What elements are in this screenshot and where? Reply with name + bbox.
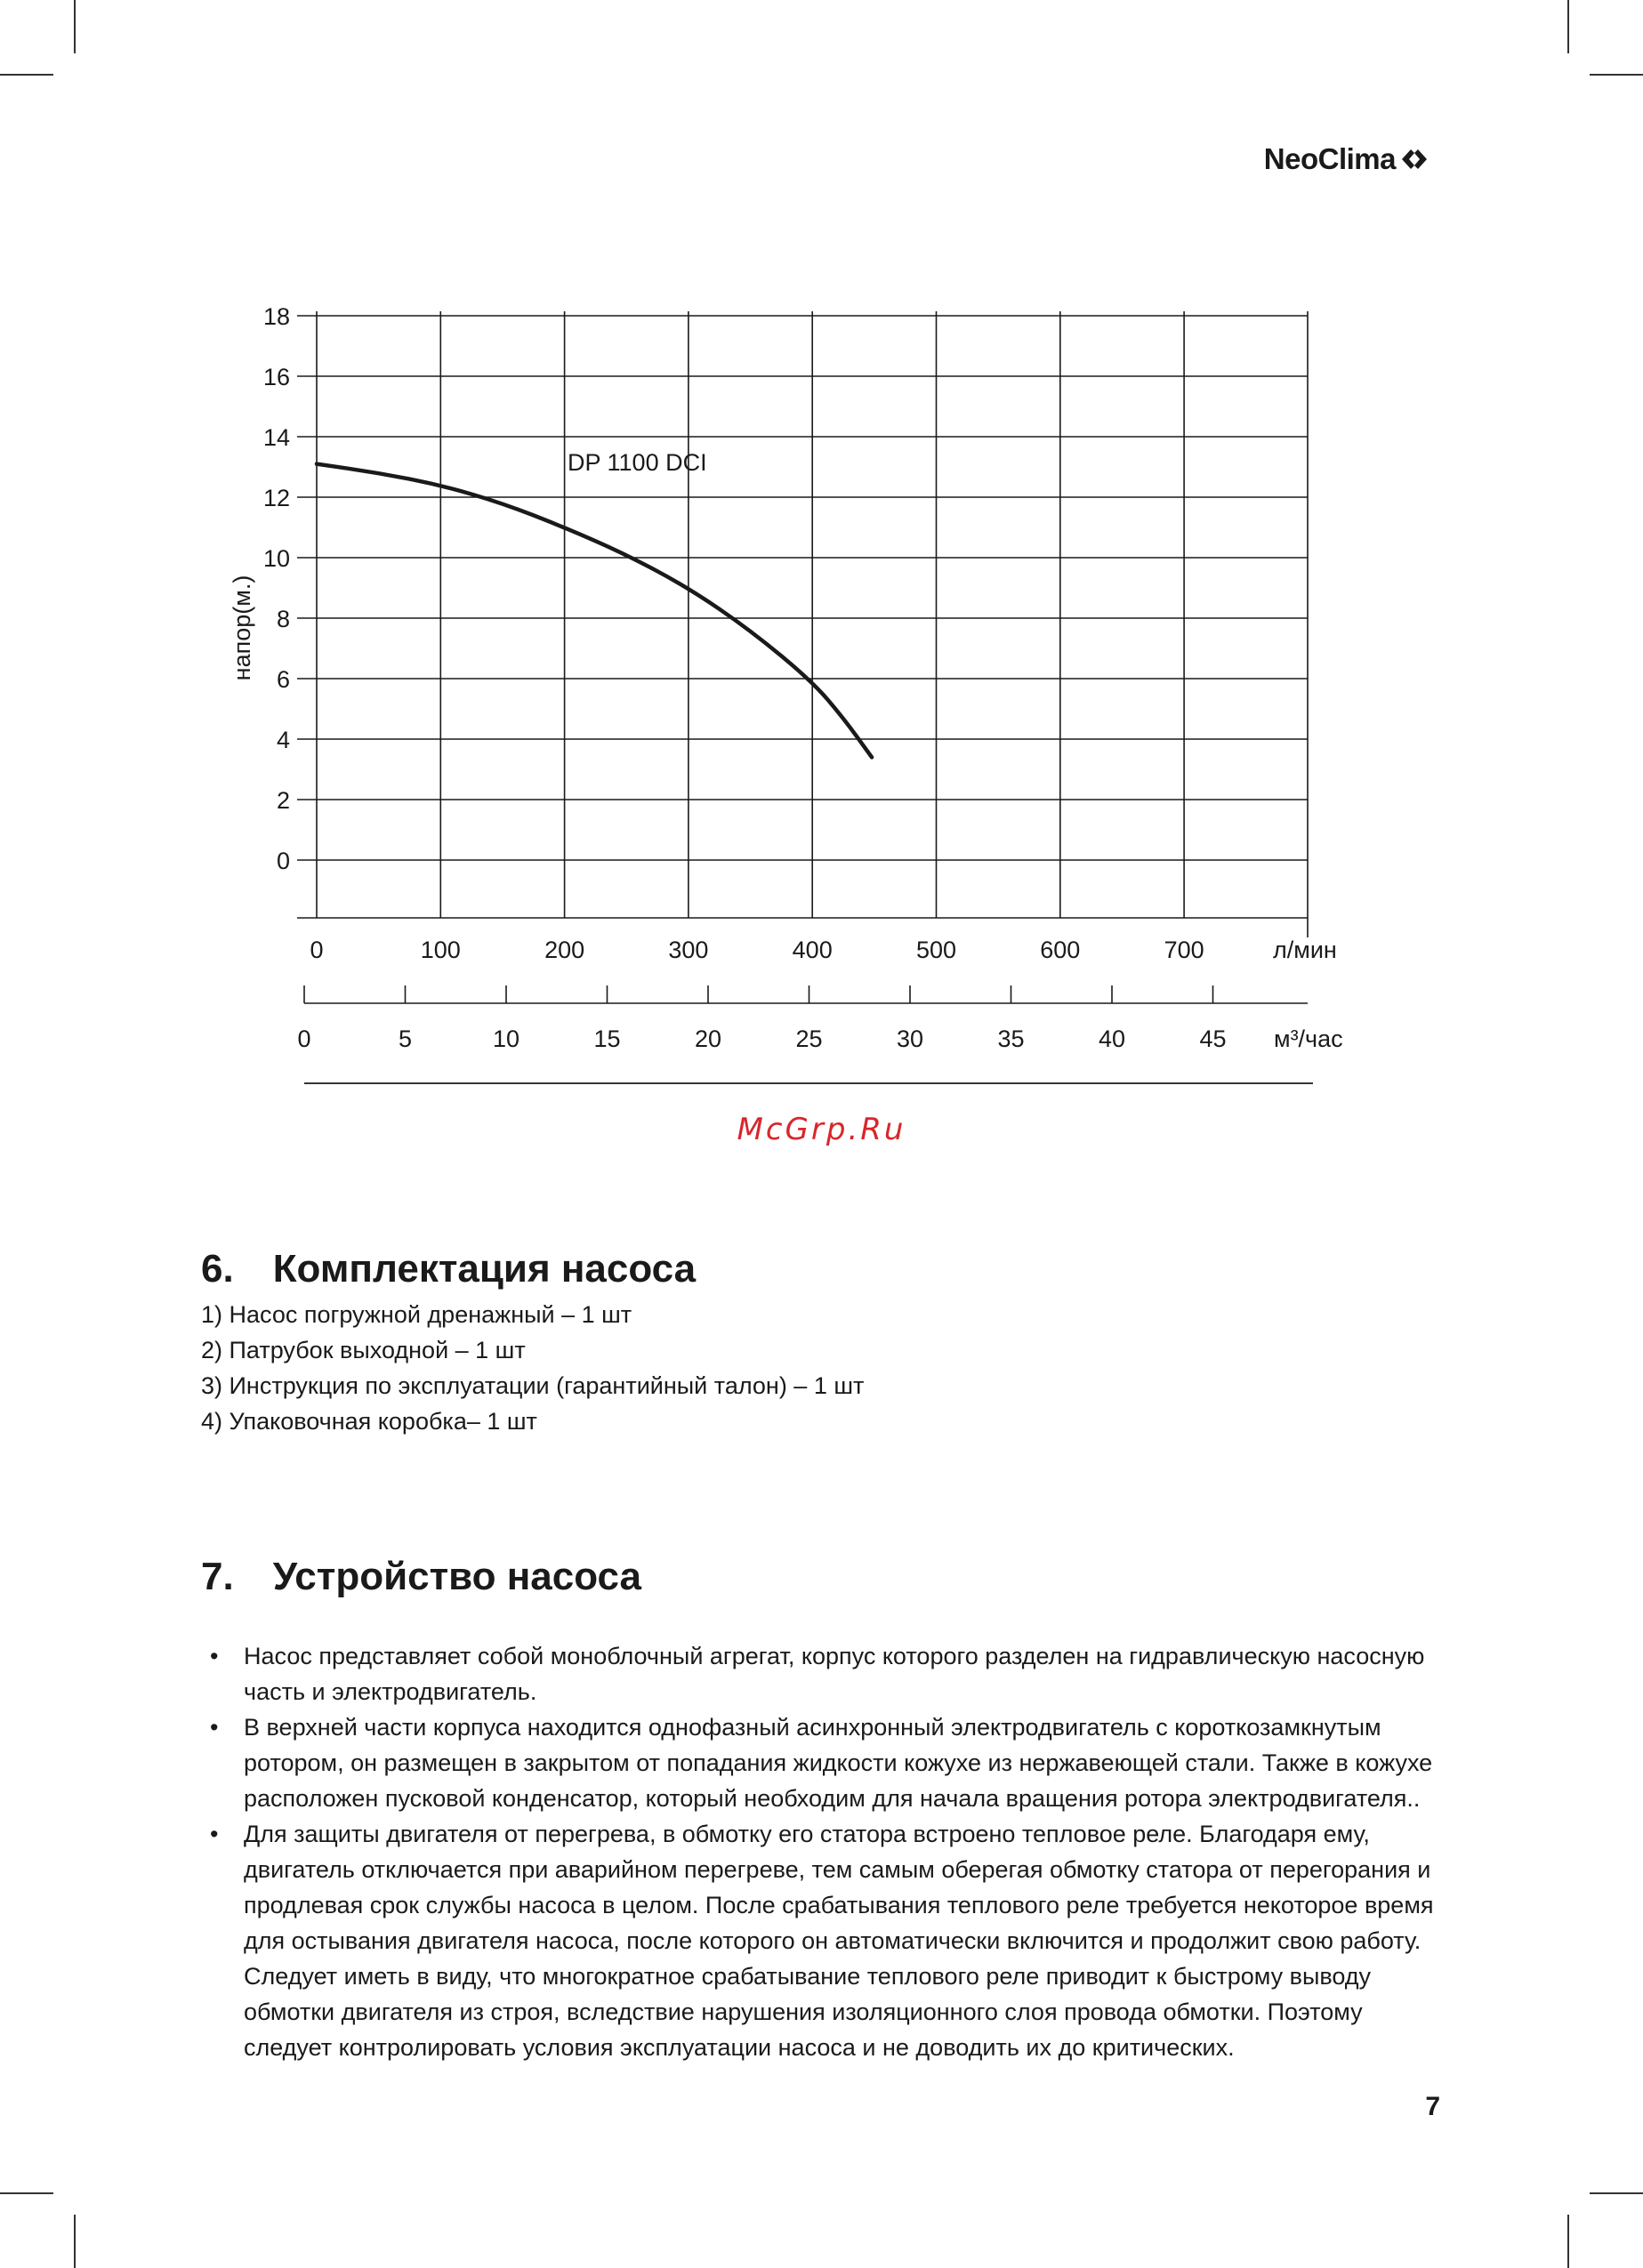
x-tick-label: 400	[792, 937, 833, 963]
x-tick-label: 300	[668, 937, 709, 963]
list-item-text: В верхней части корпуса находится однофазный асинхронный электродвигатель с короткозамкнутым ротором, он размещен в закрытом от попадания жидкости кожухе из нержавеющей стали. Также в кожухе расположен пусковой конденсатор, который необходим для начала вращения ротора электродвигателя..	[244, 1714, 1433, 1812]
y-tick-label: 14	[262, 424, 290, 451]
x-tick-label: 700	[1164, 937, 1204, 963]
crop-mark	[1590, 2192, 1643, 2194]
list-item: 4) Упаковочная коробка– 1 шт	[201, 1408, 537, 1435]
bullet-icon: •	[210, 1643, 219, 1669]
secondary-axis-tick-label: 40	[1098, 1025, 1126, 1052]
section-7-title: Устройство насоса	[272, 1555, 642, 1598]
list-item	[210, 1709, 1446, 1816]
y-axis-label: напор(м.)	[229, 575, 255, 681]
crop-mark	[0, 2192, 53, 2194]
y-tick-label: 8	[276, 606, 290, 632]
secondary-axis-unit: м³/час	[1274, 1025, 1343, 1052]
section-7-heading	[201, 1555, 641, 1599]
y-tick-label: 2	[276, 787, 290, 814]
secondary-axis-tick-label: 20	[694, 1025, 722, 1052]
bullet-icon: •	[210, 1714, 219, 1741]
device-description-list	[210, 1638, 1446, 2065]
secondary-axis-tick-label: 30	[896, 1025, 924, 1052]
section-7-number: 7.	[201, 1555, 234, 1598]
series-line	[317, 464, 872, 758]
y-tick-label: 12	[262, 485, 290, 511]
y-tick-label: 18	[262, 303, 290, 330]
x-tick-label: 200	[544, 937, 585, 963]
x-tick-label: 100	[420, 937, 461, 963]
list-item-text: Насос представляет собой моноблочный агрегат, корпус которого разделен на гидравлическую насосную часть и электродвигатель.	[244, 1643, 1425, 1705]
page-number: 7	[1425, 2092, 1440, 2121]
section-6-number: 6.	[201, 1247, 234, 1291]
bullet-icon: •	[210, 1821, 219, 1847]
y-tick-label: 6	[276, 666, 290, 693]
section-6-title: Комплектация насоса	[272, 1247, 697, 1291]
secondary-axis-tick-label: 15	[593, 1025, 621, 1052]
kit-list	[201, 1297, 864, 1439]
y-tick-label: 16	[262, 364, 290, 390]
secondary-axis-tick-label: 10	[492, 1025, 520, 1052]
crop-mark	[1567, 2215, 1569, 2268]
y-tick-label: 0	[276, 848, 290, 874]
list-item	[210, 1638, 1446, 1709]
secondary-axis-tick-label: 45	[1199, 1025, 1227, 1052]
secondary-axis-tick-label: 5	[398, 1025, 413, 1052]
secondary-axis-tick-label: 0	[297, 1025, 311, 1052]
x-tick-label: 600	[1040, 937, 1081, 963]
list-item: 1) Насос погружной дренажный – 1 шт	[201, 1301, 632, 1328]
section-6-heading	[201, 1247, 696, 1291]
watermark: McGrp.Ru	[737, 1112, 906, 1147]
list-item: 2) Патрубок выходной – 1 шт	[201, 1337, 526, 1363]
y-tick-label: 4	[276, 727, 290, 753]
x-axis-unit: л/мин	[1273, 937, 1337, 963]
crop-mark	[74, 2215, 76, 2268]
list-item	[210, 1816, 1446, 2065]
list-item-text: Для защиты двигателя от перегрева, в обмотку его статора встроено тепловое реле. Благодаря ему, двигатель отключается при аварийном перегреве, тем самым оберегая обмотку статора от перегорания и продлевая срок службы насоса в целом. После срабатывания теплового реле требуется некоторое время для остывания двигателя насоса, после которого он автоматически включится и продолжит свою работу. Следует иметь в виду, что многократное срабатывание теплового реле приводит к быстрому выводу обмотки двигателя из строя, вследствие нарушения изоляционного слоя провода обмотки. Поэтому следует контролировать условия эксплуатации насоса и не доводить их до критических.	[244, 1821, 1434, 2061]
series-label: DP 1100 DCI	[568, 449, 707, 476]
brand-name: NeoClima	[1263, 142, 1396, 175]
list-item: 3) Инструкция по эксплуатации (гарантийный талон) – 1 шт	[201, 1372, 865, 1399]
secondary-axis-tick-label: 25	[795, 1025, 823, 1052]
x-tick-label: 0	[310, 937, 324, 963]
x-tick-label: 500	[915, 937, 957, 963]
secondary-axis-tick-label: 35	[997, 1025, 1025, 1052]
y-tick-label: 10	[262, 545, 290, 572]
pump-performance-chart	[0, 0, 1643, 1121]
